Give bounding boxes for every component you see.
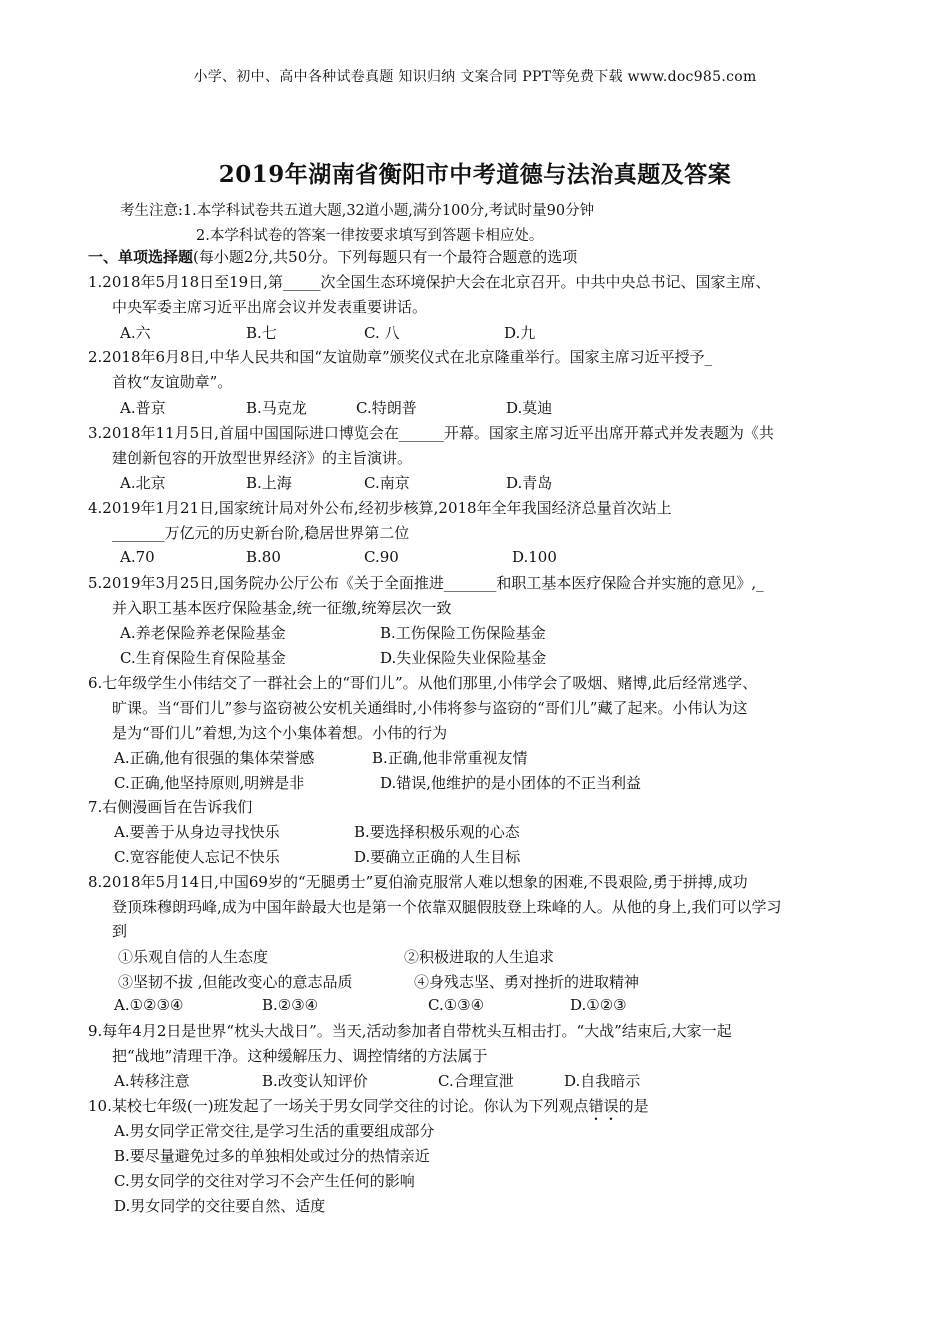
question-8-line-1: 8.2018年5月14日,中国69岁的“无腿勇士”夏伯渝克服常人难以想象的困难,不畏艰险,勇于拼搏,成功 (88, 873, 748, 891)
question-10-stem-end: 的是 (618, 1097, 649, 1115)
section-heading (88, 246, 577, 267)
question-10-option-b: B.要尽量避免过多的单独相处或过分的热情亲近 (114, 1147, 430, 1165)
question-6-line-2: 旷课。当“哥们儿”参与盗窃被公安机关通缉时,小伟将参与盗窃的“哥们儿”藏了起来。小伟认为这 (112, 699, 748, 717)
question-2-line-2: 首枚“友谊勋章”。 (112, 373, 233, 391)
question-4-line-1: 4.2019年1月21日,国家统计局对外公布,经初步核算,2018年全年我国经济总量首次站上 (88, 499, 672, 517)
question-6-line-3: 是为“哥们儿”着想,为这个小集体着想。小伟的行为 (112, 724, 448, 742)
page-title: 2019年湖南省衡阳市中考道德与法治真题及答案 (218, 161, 732, 188)
section-description: (每小题2分,共50分。下列每题只有一个最符合题意的选项 (193, 248, 578, 266)
question-1-option-c: C. 八 (364, 324, 400, 342)
question-8-statement-2: ②积极进取的人生追求 (404, 948, 555, 966)
question-8-option-d: D.①②③ (570, 996, 627, 1014)
question-5-option-b: B.工伤保险工伤保险基金 (380, 624, 546, 642)
question-10-option-c: C.男女同学的交往对学习不会产生任何的影响 (114, 1172, 415, 1190)
question-8-option-c: C.①③④ (428, 996, 485, 1014)
question-4-line-2: _______万亿元的历史新台阶,稳居世界第二位 (112, 524, 410, 542)
question-7-option-b: B.要选择积极乐观的心态 (354, 823, 520, 841)
question-5-option-a: A.养老保险养老保险基金 (120, 624, 286, 642)
question-10-option-a: A.男女同学正常交往,是学习生活的重要组成部分 (114, 1122, 435, 1140)
question-5-option-c: C.生育保险生育保险基金 (120, 649, 286, 667)
question-2-option-a: A.普京 (120, 399, 166, 417)
question-3-option-a: A.北京 (120, 474, 166, 492)
question-8-statement-3: ③坚韧不拔 ,但能改变心的意志品质 (118, 973, 353, 991)
question-2-option-b: B.马克龙 (246, 399, 307, 417)
question-3-line-2: 建创新包容的开放型世界经济》的主旨演讲。 (112, 449, 413, 467)
question-3-option-c: C.南京 (364, 474, 410, 492)
question-5-line-2: 并入职工基本医疗保险基金,统一征缴,统筹层次一致 (112, 599, 452, 617)
question-5-option-d: D.失业保险失业保险基金 (380, 649, 547, 667)
question-1-option-d: D.九 (504, 324, 536, 342)
question-7-option-c: C.宽容能使人忘记不快乐 (114, 848, 280, 866)
question-3-line-1: 3.2018年11月5日,首届中国国际进口博览会在______开幕。国家主席习近平出席开幕式并发表题为《共 (88, 424, 774, 442)
question-8-line-2: 登顶珠穆朗玛峰,成为中国年龄最大也是第一个依靠双腿假肢登上珠峰的人。从他的身上,我们可以学习 (112, 898, 782, 916)
question-2-option-d: D.莫迪 (506, 399, 553, 417)
question-3-option-b: B.上海 (246, 474, 292, 492)
question-1-line-2: 中央军委主席习近平出席会议并发表重要讲话。 (112, 298, 428, 316)
question-6-option-a: A.正确,他有很强的集体荣誉感 (114, 749, 315, 767)
question-4-option-d: D.100 (512, 548, 557, 566)
question-1-option-a: A.六 (120, 324, 151, 342)
question-2-option-c: C.特朗普 (356, 399, 417, 417)
question-3-option-d: D.青岛 (506, 474, 553, 492)
question-10-emphasis: 错误 (588, 1097, 619, 1115)
question-9-line-2: 把“战地”清理干净。这种缓解压力、调控情绪的方法属于 (112, 1047, 488, 1065)
question-7-option-a: A.要善于从身边寻找快乐 (114, 823, 280, 841)
exam-notice-line-1: 考生注意:1.本学科试卷共五道大题,32道小题,满分100分,考试时量90分钟 (120, 203, 595, 219)
question-9-line-1: 9.每年4月2日是世界“枕头大战日”。当天,活动参加者自带枕头互相击打。“大战”结束后,大家一起 (88, 1022, 732, 1040)
question-1-line-1: 1.2018年5月18日至19日,第_____次全国生态环境保护大会在北京召开。中共中央总书记、国家主席、 (88, 273, 771, 291)
question-2-line-1: 2.2018年6月8日,中华人民共和国“友谊勋章”颁奖仪式在北京隆重举行。国家主席习近平授予_ (88, 348, 713, 366)
question-7-line-1: 7.右侧漫画旨在告诉我们 (88, 798, 253, 816)
question-8-option-a: A.①②③④ (114, 996, 184, 1014)
question-6-line-1: 6.七年级学生小伟结交了一群社会上的“哥们儿”。从他们那里,小伟学会了吸烟、赌博,此后经常逃学、 (88, 674, 758, 692)
question-4-option-a: A.70 (120, 548, 155, 566)
question-7-option-d: D.要确立正确的人生目标 (354, 848, 521, 866)
question-6-option-c: C.正确,他坚持原则,明辨是非 (114, 774, 305, 792)
question-6-option-b: B.正确,他非常重视友情 (372, 749, 528, 767)
question-9-option-a: A.转移注意 (114, 1072, 190, 1090)
question-4-option-c: C.90 (364, 548, 399, 566)
question-4-option-b: B.80 (246, 548, 281, 566)
header-download-note: 小学、初中、高中各种试卷真题 知识归纳 文案合同 PPT等免费下载 www.doc985.com (193, 69, 757, 85)
question-8-option-b: B.②③④ (262, 996, 319, 1014)
exam-notice-line-2: 2.本学科试卷的答案一律按要求填写到答题卡相应处。 (196, 228, 544, 244)
question-9-option-c: C.合理宣泄 (438, 1072, 514, 1090)
question-10-stem: 10.某校七年级(一)班发起了一场关于男女同学交往的讨论。你认为下列观点 (88, 1097, 589, 1115)
question-10-option-d: D.男女同学的交往要自然、适度 (114, 1197, 326, 1215)
question-6-option-d: D.错误,他维护的是小团体的不正当利益 (380, 774, 642, 792)
question-8-statement-4: ④身残志坚、勇对挫折的进取精神 (414, 973, 640, 991)
question-9-option-d: D.自我暗示 (564, 1072, 641, 1090)
question-8-statement-1: ①乐观自信的人生态度 (118, 948, 269, 966)
question-9-option-b: B.改变认知评价 (262, 1072, 368, 1090)
section-label: 一、单项选择题 (88, 248, 194, 266)
question-8-line-3: 到 (112, 922, 128, 940)
question-5-line-1: 5.2019年3月25日,国务院办公厅公布《关于全面推进_______和职工基本医疗保险合并实施的意见》,_ (88, 574, 764, 592)
question-1-option-b: B.七 (246, 324, 277, 342)
